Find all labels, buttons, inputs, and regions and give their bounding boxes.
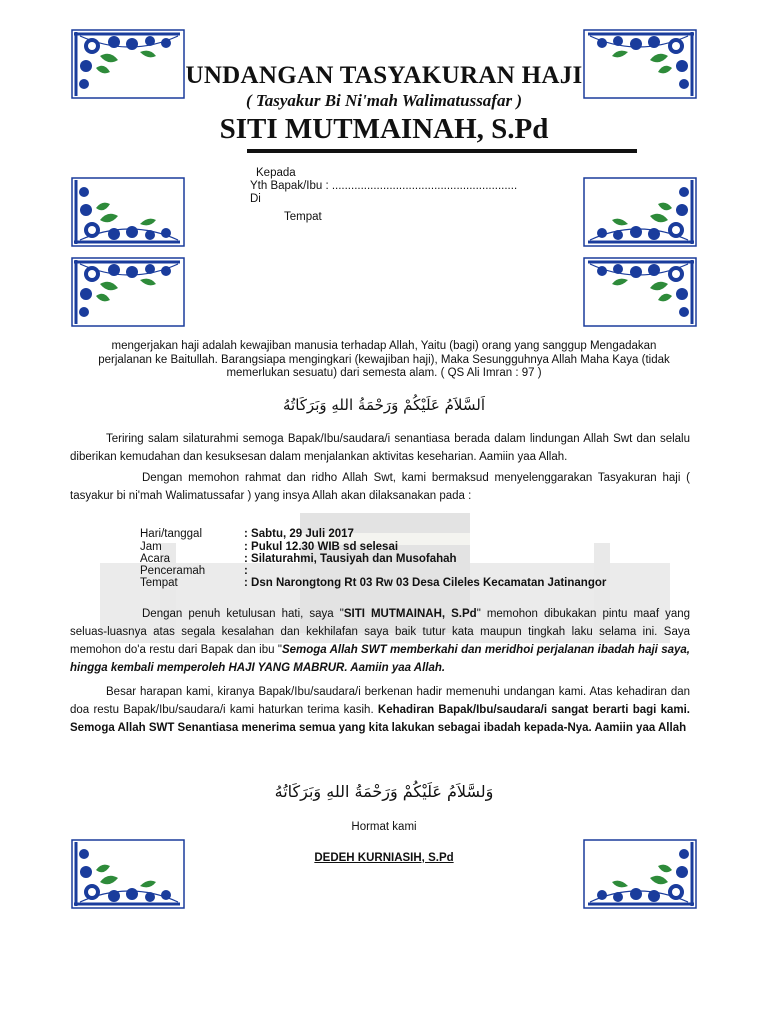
floral-ornament-icon: [582, 176, 698, 248]
verse-line: mengerjakan haji adalah kewajiban manusia terhadap Allah, Yaitu (bagi) orang yang sanggup Mengadakan: [111, 340, 657, 352]
event-value-time: : Pukul 12.30 WIB sd selesai: [244, 541, 399, 553]
floral-ornament-icon: [70, 176, 186, 248]
corner-ornament-mid-left-upper: [70, 176, 186, 248]
closing-paragraph-1: Dengan penuh ketulusan hati, saya "SITI MUTMAINAH, S.Pd" memohon dibukakan pintu maaf yang seluas-luasnya atas segala kesalahan dan kekhilafan saya baik tutur kata maupun tingkah laku selama ini. Saya memohon do'a restu dari Bapak dan ibu "Semoga Allah SWT memberkahi dan meridhoi perjalanan ibadah haji saya, hingga kembali memperoleh HAJI YANG MABRUR. Aamiin yaa Allah.: [70, 608, 691, 674]
signature-regards: Hormat kami: [351, 821, 417, 833]
invitation-subtitle: ( Tasyakur Bi Ni'mah Walimatussafar ): [246, 91, 522, 110]
event-label-agenda: Acara: [140, 553, 171, 565]
prayer-text: Semoga Allah SWT memberkahi dan meridhoi perjalanan ibadah haji saya, hingga kembali memperoleh HAJI YANG MABRUR. Aamiin yaa Allah.: [70, 644, 690, 674]
verse-line: perjalanan ke Baitullah. Barangsiapa mengingkari (kewajiban haji), Maka Sesungguhnya Allah Maha Kaya (tidak: [98, 353, 670, 366]
corner-ornament-mid-right-upper: [582, 176, 698, 248]
floral-ornament-icon: [70, 256, 186, 328]
event-label-speaker: Penceramah: [140, 565, 206, 577]
event-label-place: Tempat: [140, 577, 178, 589]
arabic-closing: وَلسَّلاَمُ عَلَيْكُمْ وَرَحْمَةُ اللهِ وَبَرَكَاتُهُ: [274, 782, 494, 801]
closing-emphasis: Kehadiran Bapak/Ibu/saudara/i sangat berarti bagi kami. Semoga Allah SWT Senantiasa menerima semua yang kita lakukan sebagai ibadah kepada-Nya. Aamiin yaa Allah: [70, 704, 690, 734]
address-di: Di: [250, 193, 261, 205]
corner-ornament-bottom-left: [70, 838, 186, 910]
address-tempat: Tempat: [284, 211, 322, 223]
arabic-greeting: اَلسَّلاَمُ عَلَيْكُمْ وَرَحْمَةُ اللهِ وَبَرَكَاتُهُ: [283, 396, 485, 414]
address-yth: Yth Bapak/Ibu : ..........................................................: [250, 180, 518, 192]
floral-ornament-icon: [70, 838, 186, 910]
event-value-place: : Dsn Narongtong Rt 03 Rw 03 Desa Cileles Kecamatan Jatinangor: [244, 577, 607, 589]
opening-paragraph-2: Dengan memohon rahmat dan ridho Allah Swt, kami bermaksud menyelenggarakan Tasyakuran haji ( tasyakur bi ni'mah Walimatussafar ) yang insya Allah akan dilaksanakan pada :: [70, 472, 690, 502]
host-name-title: SITI MUTMAINAH, S.Pd: [219, 113, 549, 145]
corner-ornament-bottom-right: [582, 838, 698, 910]
event-value-agenda: : Silaturahmi, Tausiyah dan Musofahah: [244, 553, 457, 565]
event-label-time: Jam: [140, 541, 162, 553]
address-kepada: Kepada: [256, 167, 296, 179]
floral-ornament-icon: [582, 838, 698, 910]
closing-paragraph-2: Besar harapan kami, kiranya Bapak/Ibu/saudara/i berkenan hadir memenuhi undangan kami. Atas kehadiran dan doa restu Bapak/Ibu/saudara/i kami haturkan terima kasih. Kehadiran Bapak/Ibu/saudara/i sangat berarti bagi kami. Semoga Allah SWT Senantiasa menerima semua yang kita lakukan sebagai ibadah kepada-Nya. Aamiin yaa Allah: [70, 686, 690, 734]
quran-verse: [80, 340, 688, 381]
event-value-speaker: :: [244, 565, 248, 577]
corner-ornament-mid-left-lower: [70, 256, 186, 328]
floral-ornament-icon: [582, 256, 698, 328]
invitation-title: UNDANGAN TASYAKURAN HAJI: [185, 62, 583, 89]
verse-line: memerlukan sesuatu) dari semesta alam. ( QS Ali Imran : 97 ): [226, 367, 542, 379]
event-value-date: : Sabtu, 29 Juli 2017: [244, 528, 354, 540]
opening-paragraph-1: Teriring salam silaturahmi semoga Bapak/Ibu/saudara/i senantiasa berada dalam lindungan Allah Swt dan selalu diberikan kemudahan dan kesuksesan dalam menjalankan aktivitas keseharian. Aamiin yaa Allah.: [70, 433, 690, 463]
signature-name: DEDEH KURNIASIH, S.Pd: [314, 852, 454, 864]
host-name-inline: SITI MUTMAINAH, S.Pd: [343, 608, 477, 620]
title-underline: [247, 149, 637, 153]
event-label-date: Hari/tanggal: [140, 528, 203, 540]
corner-ornament-mid-right-lower: [582, 256, 698, 328]
